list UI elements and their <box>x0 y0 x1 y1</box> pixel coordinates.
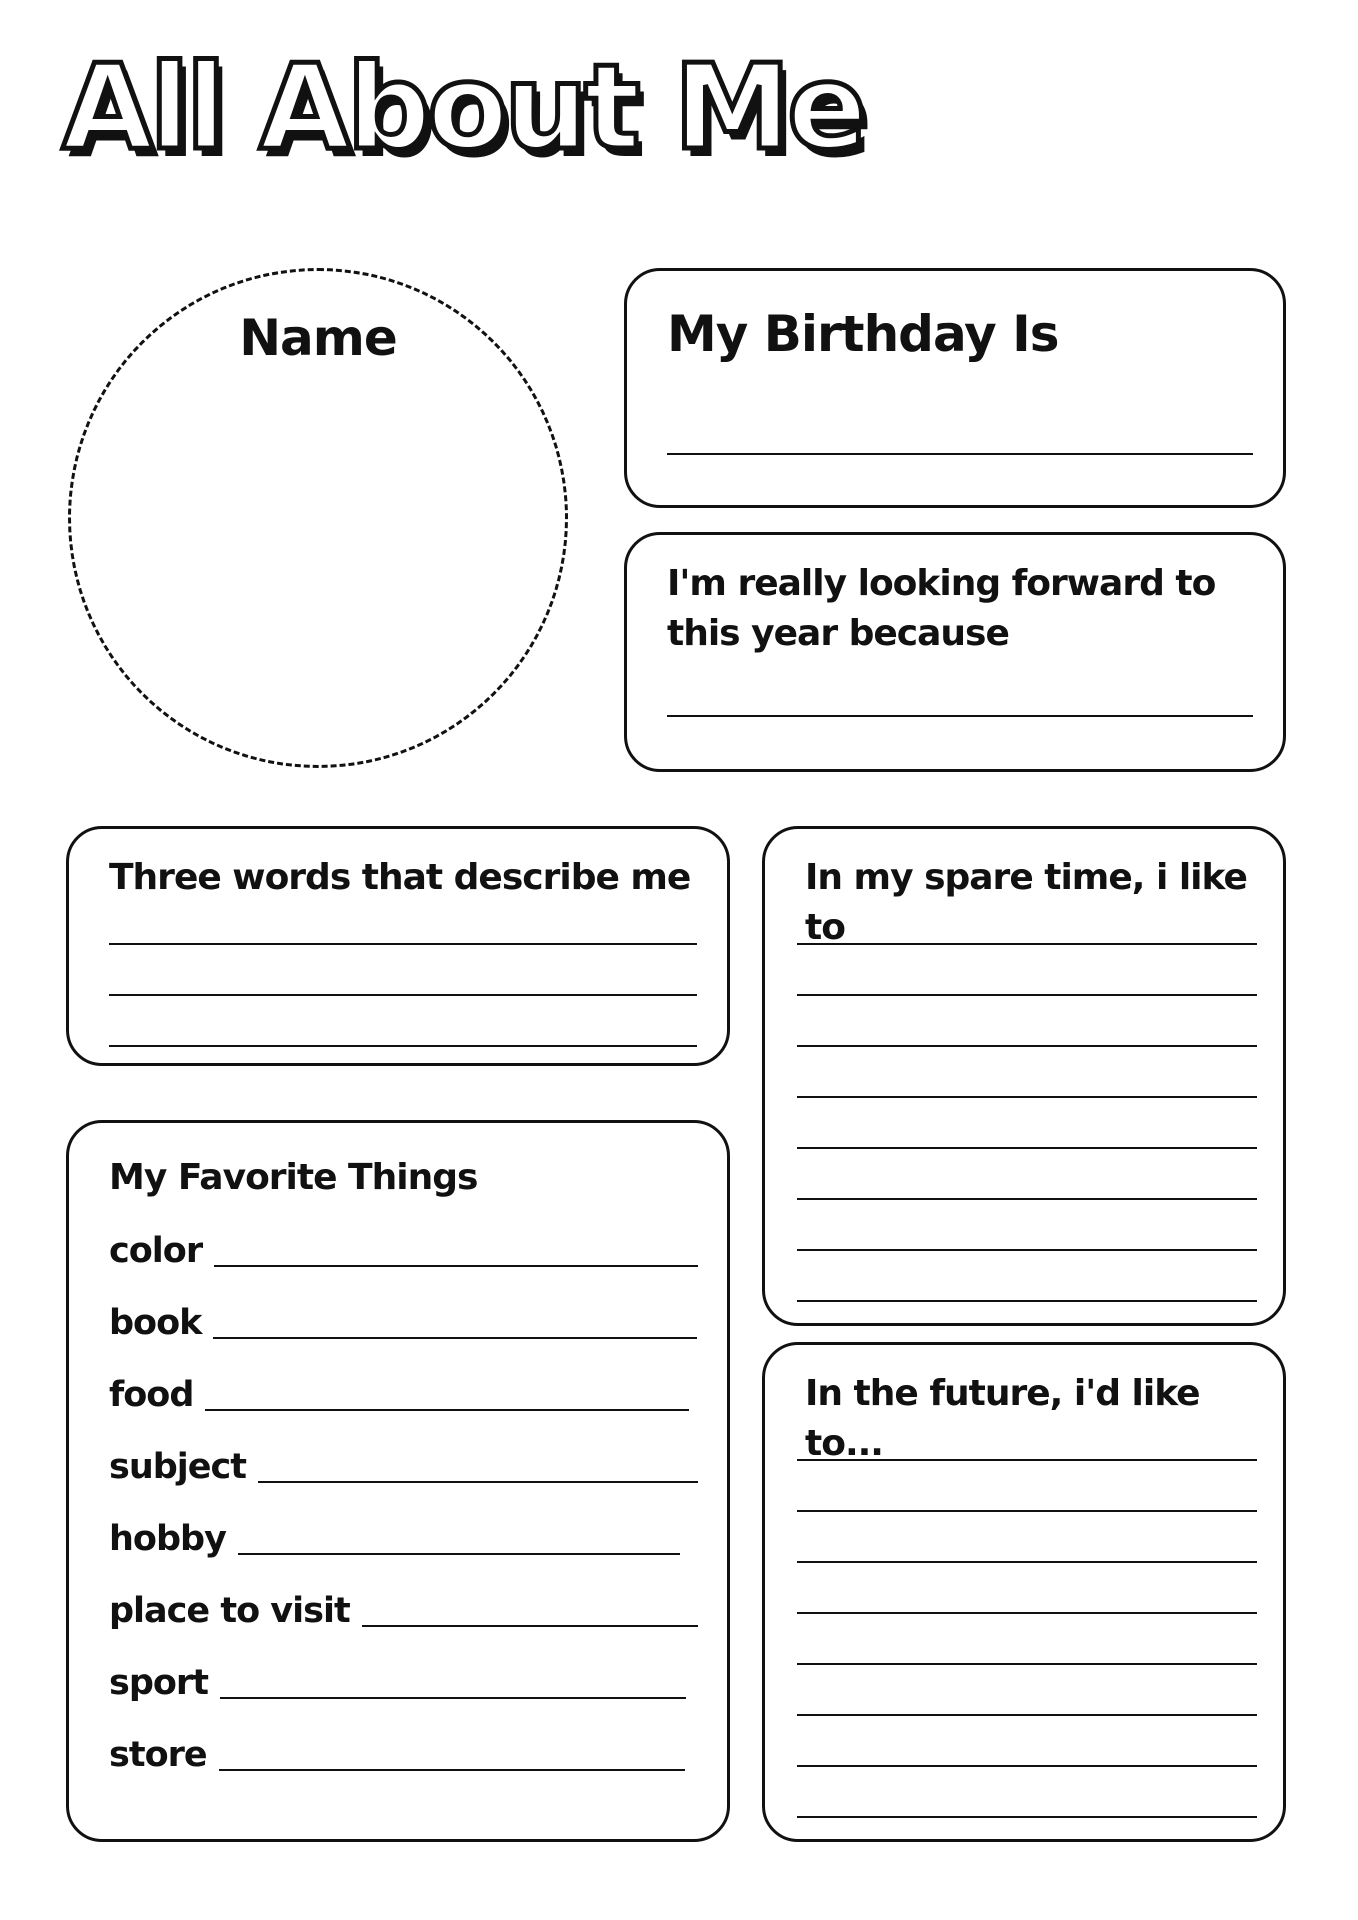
answer-line[interactable] <box>205 1409 689 1411</box>
favorite-item-label: color <box>109 1231 203 1271</box>
answer-line[interactable] <box>797 1300 1257 1302</box>
answer-line[interactable] <box>258 1481 698 1483</box>
answer-line[interactable] <box>797 943 1257 945</box>
favorite-place-row[interactable] <box>109 1587 698 1631</box>
answer-line[interactable] <box>797 1765 1257 1767</box>
favorite-color-row[interactable] <box>109 1227 698 1271</box>
answer-line[interactable] <box>797 1816 1257 1818</box>
favorite-item-label: food <box>109 1375 194 1415</box>
future-label: In the future, i'd like to... <box>805 1373 1200 1465</box>
name-label: Name <box>239 309 397 367</box>
favorite-item-label: hobby <box>109 1519 226 1559</box>
answer-line[interactable] <box>797 1096 1257 1098</box>
answer-line[interactable] <box>797 1249 1257 1251</box>
answer-line[interactable] <box>797 1561 1257 1563</box>
answer-line[interactable] <box>797 1510 1257 1512</box>
favorite-things-box <box>66 1120 730 1842</box>
favorite-hobby-row[interactable] <box>109 1515 680 1559</box>
favorite-item-label: sport <box>109 1663 208 1703</box>
three-words-box <box>66 826 730 1066</box>
spare-time-label: In my spare time, i like to <box>805 857 1247 949</box>
answer-line[interactable] <box>362 1625 698 1627</box>
answer-line[interactable] <box>797 1147 1257 1149</box>
answer-line[interactable] <box>797 1714 1257 1716</box>
answer-line[interactable] <box>109 1045 697 1047</box>
favorite-sport-row[interactable] <box>109 1659 686 1703</box>
favorite-item-label: place to visit <box>109 1591 350 1631</box>
answer-line[interactable] <box>214 1265 698 1267</box>
page-title: All About Me <box>62 38 864 176</box>
spare-time-box <box>762 826 1286 1326</box>
answer-line[interactable] <box>797 994 1257 996</box>
birthday-answer-line[interactable] <box>667 453 1253 455</box>
answer-line[interactable] <box>219 1769 685 1771</box>
answer-line[interactable] <box>220 1697 686 1699</box>
looking-forward-label: I'm really looking forward to this year because <box>667 563 1216 655</box>
birthday-label: My Birthday Is <box>667 305 1059 363</box>
name-circle[interactable] <box>68 268 568 768</box>
three-words-label: Three words that describe me <box>109 857 691 898</box>
favorite-store-row[interactable] <box>109 1731 685 1775</box>
answer-line[interactable] <box>238 1553 680 1555</box>
birthday-box <box>624 268 1286 508</box>
favorite-item-label: subject <box>109 1447 247 1487</box>
looking-forward-answer-line[interactable] <box>667 715 1253 717</box>
answer-line[interactable] <box>797 1612 1257 1614</box>
favorite-subject-row[interactable] <box>109 1443 698 1487</box>
favorite-book-row[interactable] <box>109 1299 697 1343</box>
looking-forward-box <box>624 532 1286 772</box>
future-box <box>762 1342 1286 1842</box>
answer-line[interactable] <box>797 1459 1257 1461</box>
answer-line[interactable] <box>213 1337 697 1339</box>
favorite-item-label: book <box>109 1303 202 1343</box>
favorite-item-label: store <box>109 1735 207 1775</box>
answer-line[interactable] <box>797 1198 1257 1200</box>
answer-line[interactable] <box>797 1663 1257 1665</box>
answer-line[interactable] <box>797 1045 1257 1047</box>
answer-line[interactable] <box>109 943 697 945</box>
favorite-food-row[interactable] <box>109 1371 689 1415</box>
favorite-things-label: My Favorite Things <box>109 1157 478 1198</box>
answer-line[interactable] <box>109 994 697 996</box>
